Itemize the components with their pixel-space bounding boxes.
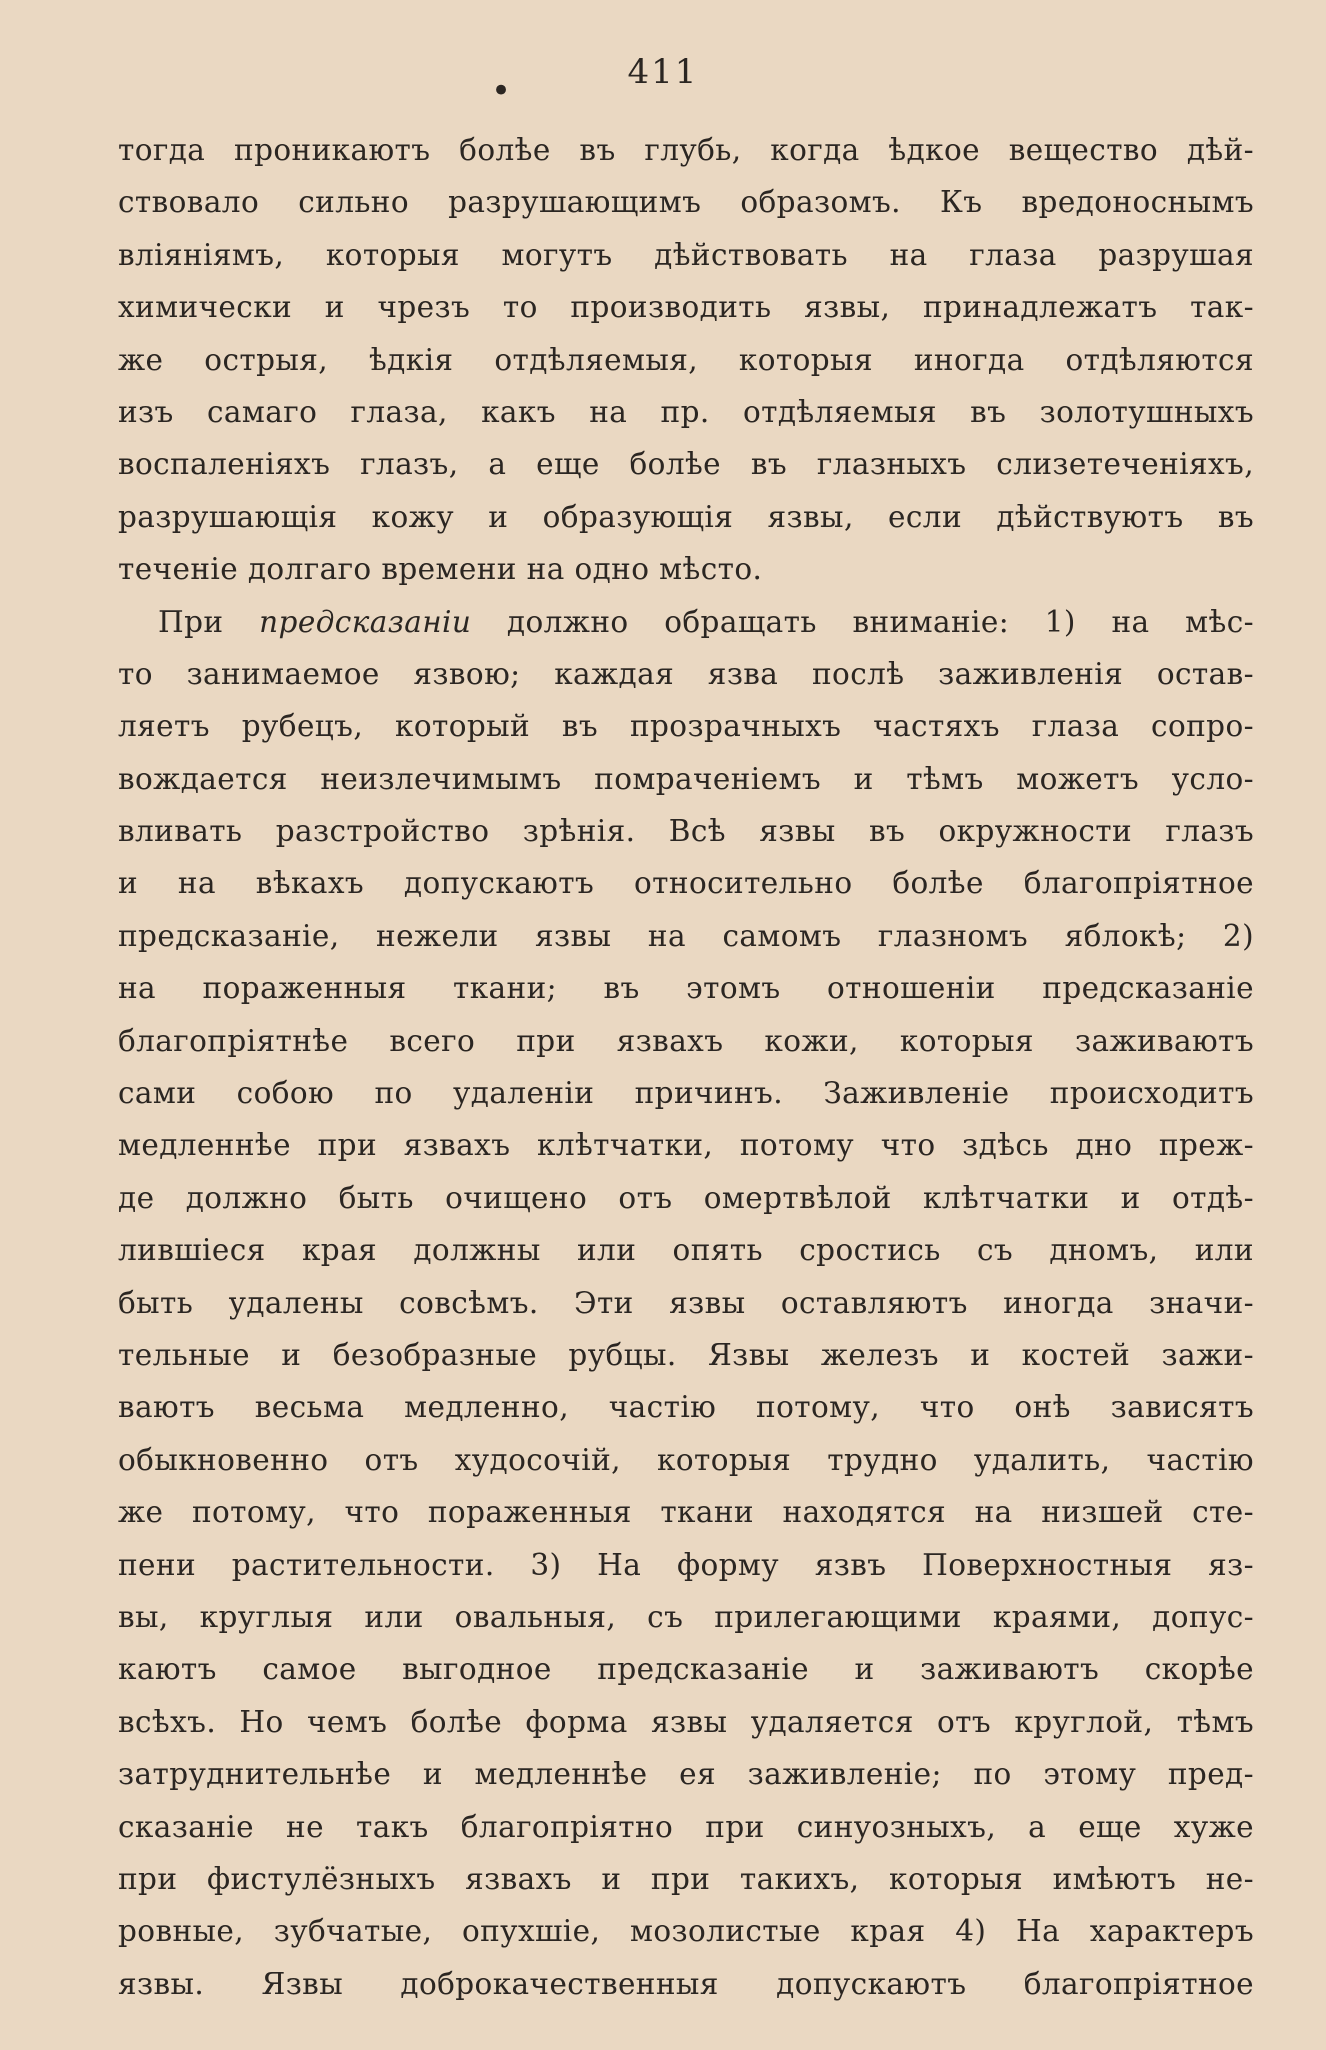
text-line-first [118,596,1254,648]
text-line: воспаленіяхъ глазъ, а еще болѣе въ глазныхъ слизетеченіяхъ, [118,447,1254,482]
text-line: же потому, что пораженныя ткани находятся на низшей сте- [118,1495,1254,1530]
text-line: сказаніе не такъ благопріятно при синуозныхъ, а еще хуже [118,1809,1254,1844]
text-line: ровные, зубчатые, опухшіе, мозолистые края 4) На характеръ [118,1914,1254,1949]
text-line: тельные и безобразные рубцы. Язвы железъ и костей зажи- [118,1337,1254,1372]
text-line: ваютъ весьма медленно, частію потому, что онѣ зависятъ [118,1390,1254,1425]
text-line: вливать разстройство зрѣнія. Всѣ язвы въ окружности глазъ [118,814,1254,849]
page-number-dot: • [491,71,512,111]
text-line: тогда проникаютъ болѣе въ глубь, когда ѣдкое вещество дѣй- [118,133,1254,167]
text-line: изъ самаго глаза, какъ на пр. отдѣляемыя въ золотушныхъ [118,394,1254,429]
text-line: разрушающія кожу и образующія язвы, если дѣйствуютъ въ [118,499,1254,534]
text-line: при фистулёзныхъ язвахъ и при такихъ, которыя имѣютъ не- [118,1861,1254,1896]
text-line: предсказаніе, нежели язвы на самомъ глазномъ яблокѣ; 2) [118,918,1254,953]
text-line: вліяніямъ, которыя могутъ дѣйствовать на глаза разрушая [118,237,1254,272]
text-line: язвы. Язвы доброкачественныя допускаютъ благопріятное [118,1966,1254,2001]
text-line: то занимаемое язвою; каждая язва послѣ заживленія остав- [118,656,1254,691]
text-line: вождается неизлечимымъ помраченіемъ и тѣмъ можетъ усло- [118,761,1254,796]
text-line: медленнѣе при язвахъ клѣтчатки, потому что здѣсь дно преж- [118,1128,1254,1163]
text-line: ствовало сильно разрушающимъ образомъ. Къ вредоноснымъ [118,185,1254,220]
text-line: обыкновенно отъ худосочій, которыя трудно удалить, частію [118,1442,1254,1477]
paragraph-1 [118,124,1254,596]
body-text [118,124,1254,2010]
emphasized-term: предсказаніи [259,604,472,639]
text-line: лившіеся края должны или опять сростись съ дномъ, или [118,1233,1254,1268]
paragraph-2 [118,596,1254,2011]
text-line: благопріятнѣе всего при язвахъ кожи, которыя заживаютъ [118,1023,1254,1058]
text-line: и на вѣкахъ допускаютъ относительно болѣе благопріятное [118,866,1254,901]
text-run: При [158,604,260,639]
text-line: теченіе долгаго времени на одно мѣсто. [118,552,763,587]
text-line: сами собою по удаленіи причинъ. Заживленіе происходитъ [118,1076,1254,1111]
text-line: же острыя, ѣдкія отдѣляемыя, которыя иногда отдѣляются [118,342,1254,377]
text-run: должно обращать вниманіе: 1) на мѣс- [471,604,1254,639]
text-line: каютъ самое выгодное предсказаніе и заживаютъ скорѣе [118,1652,1254,1687]
page-number: 411 [627,52,699,92]
text-line: на пораженныя ткани; въ этомъ отношеніи предсказаніе [118,971,1254,1006]
text-line: вы, круглыя или овальныя, съ прилегающими краями, допус- [118,1599,1254,1634]
text-line: де должно быть очищено отъ омертвѣлой клѣтчатки и отдѣ- [118,1180,1254,1215]
text-line: химически и чрезъ то производить язвы, принадлежатъ так- [118,290,1254,325]
text-line: ляетъ рубецъ, который въ прозрачныхъ частяхъ глаза сопро- [118,709,1254,744]
text-line: затруднительнѣе и медленнѣе ея заживленіе; по этому пред- [118,1757,1254,1792]
text-line: всѣхъ. Но чемъ болѣе форма язвы удаляется отъ круглой, тѣмъ [118,1704,1254,1739]
text-line: быть удалены совсѣмъ. Эти язвы оставляютъ иногда значи- [118,1285,1254,1320]
text-line: пени растительности. 3) На форму язвъ Поверхностныя яз- [118,1547,1254,1582]
